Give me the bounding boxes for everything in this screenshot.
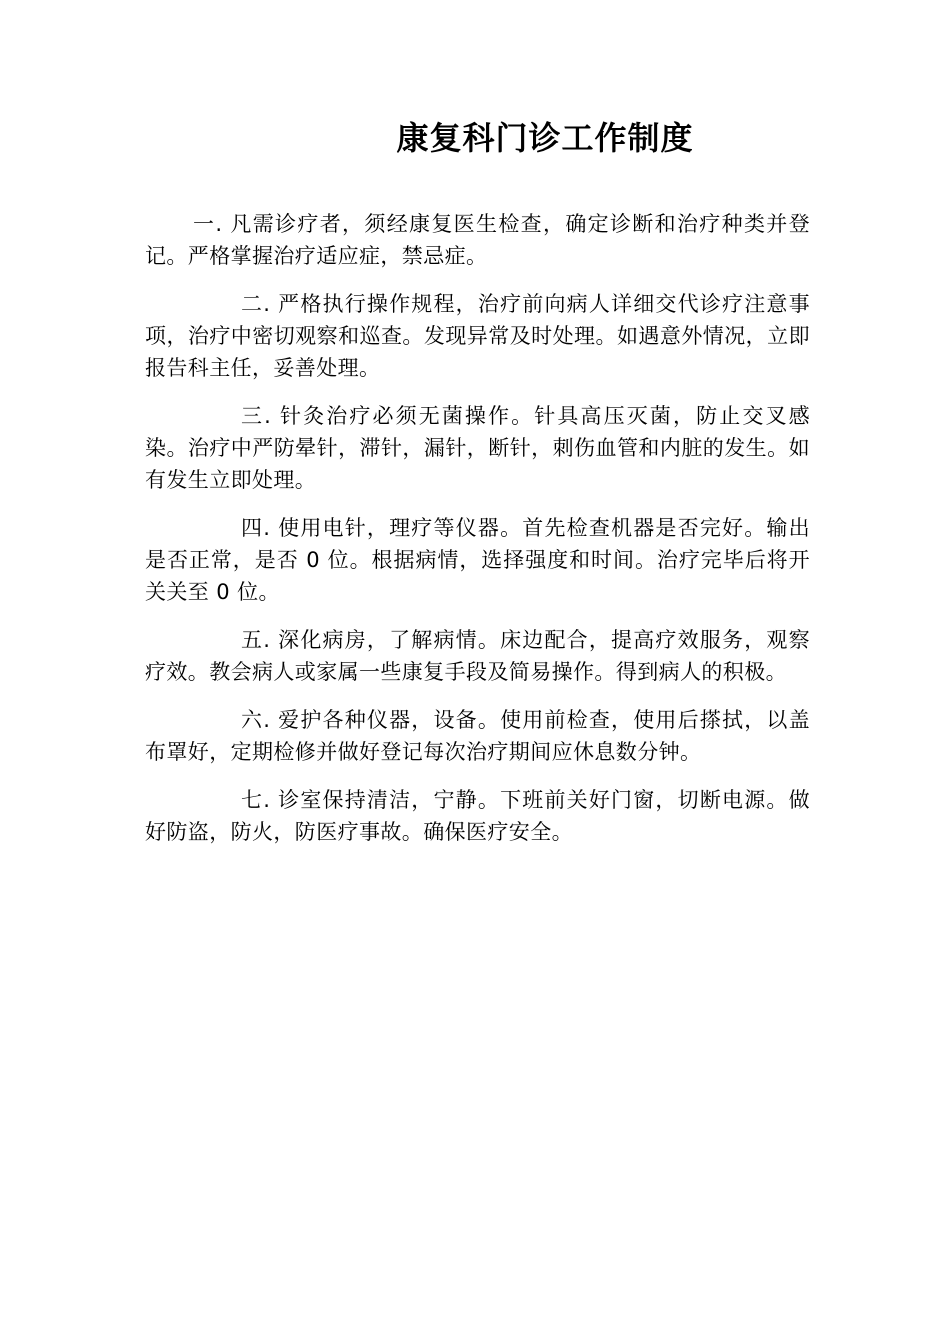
rule-paragraph-7: 七. 诊室保持清洁，宁静。下班前关好门窗，切断电源。做好防盗，防火，防医疗事故。确保医疗安全。 — [145, 788, 810, 844]
rule-paragraph-3: 三. 针灸治疗必须无菌操作。针具高压灭菌，防止交叉感染。治疗中严防晕针，滞针，漏针，断针，刺伤血管和内脏的发生。如有发生立即处理。 — [145, 404, 810, 492]
document-title: 康复科门诊工作制度 — [396, 119, 694, 157]
rule-paragraph-5: 五. 深化病房，了解病情。床边配合，提高疗效服务，观察疗效。教会病人或家属一些康复手段及简易操作。得到病人的积极。 — [145, 628, 810, 684]
rule-paragraph-2: 二. 严格执行操作规程，治疗前向病人详细交代诊疗注意事项，治疗中密切观察和巡查。发现异常及时处理。如遇意外情况，立即报告科主任，妥善处理。 — [145, 292, 810, 380]
rule-paragraph-6: 六. 爱护各种仪器，设备。使用前检查，使用后搽拭，以盖布罩好，定期检修并做好登记每次治疗期间应休息数分钟。 — [145, 708, 810, 764]
rule-paragraph-4: 四. 使用电针，理疗等仪器。首先检查机器是否完好。输出是否正常，是否 0 位。根据病情，选择强度和时间。治疗完毕后将开关关至 0 位。 — [145, 516, 810, 604]
document-body — [145, 208, 810, 864]
rule-paragraph-1: 一. 凡需诊疗者，须经康复医生检查，确定诊断和治疗种类并登记。严格掌握治疗适应症，禁忌症。 — [145, 212, 810, 268]
